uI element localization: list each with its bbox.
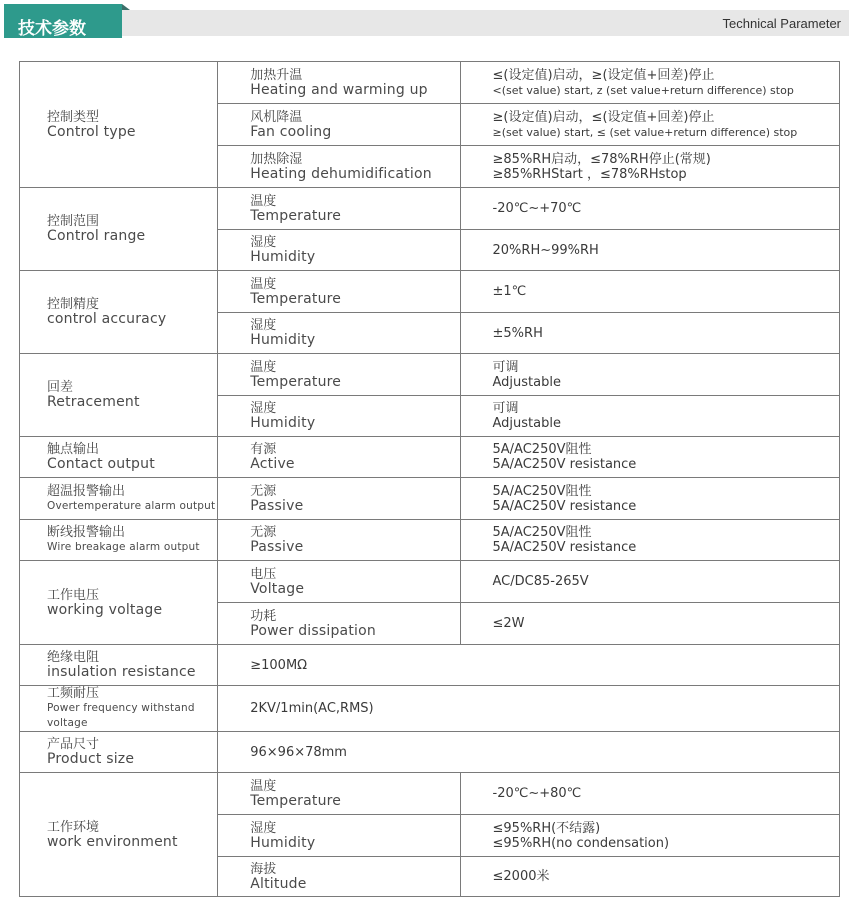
value-text: [461, 442, 839, 472]
subcategory-cn: 加热升温: [250, 67, 303, 83]
value-cell: [460, 230, 839, 271]
value-primary: ≥(设定值)启动，≤(设定值+回差)停止: [492, 109, 715, 125]
subcategory-en: Humidity: [250, 249, 316, 265]
section-subtitle: Technical Parameter: [722, 16, 841, 31]
category-en: Control range: [47, 228, 146, 244]
value-cell: [460, 354, 839, 396]
value-primary: 5A/AC250V阻性: [492, 442, 592, 457]
category-label: [20, 297, 217, 327]
subcategory-en: Temperature: [250, 290, 342, 307]
subcategory-en: Heating dehumidification: [250, 165, 432, 182]
subcategory-cn: 温度: [250, 276, 277, 292]
subcategory-cn: 海拔: [250, 861, 277, 877]
value-cell: [460, 104, 839, 146]
value-primary: 20%RH~99%RH: [492, 242, 599, 258]
category-cell: [20, 645, 218, 686]
category-cn: 控制精度: [47, 297, 100, 312]
value-primary: AC/DC85-265V: [492, 574, 589, 589]
value-cell: [460, 313, 839, 354]
subcategory-label: [218, 525, 459, 555]
value-primary: 可调: [492, 359, 519, 375]
subcategory-cell: [218, 478, 460, 520]
spec-row: [20, 354, 840, 396]
value-secondary: 5A/AC250V resistance: [492, 457, 637, 472]
category-cell: [20, 773, 218, 897]
category-label: [20, 650, 217, 680]
value-primary: 可调: [492, 401, 519, 416]
subcategory-label: [218, 235, 459, 265]
value-secondary: ≥85%RHStart ，≤78%RHstop: [492, 166, 687, 182]
value-primary: 5A/AC250V阻性: [492, 483, 592, 499]
subcategory-cn: 温度: [250, 359, 277, 375]
value-secondary: 5A/AC250V resistance: [492, 540, 637, 555]
section-header: [0, 0, 849, 40]
subcategory-en: Heating and warming up: [250, 81, 428, 98]
subcategory-label: [218, 821, 459, 851]
category-en: Wire breakage alarm output: [47, 541, 200, 553]
category-label: [20, 686, 217, 731]
subcategory-cn: 温度: [250, 778, 277, 794]
spec-row: [20, 773, 840, 815]
subcategory-cell: [218, 230, 460, 271]
category-cell: [20, 561, 218, 645]
value-primary: 5A/AC250V阻性: [492, 525, 592, 540]
subcategory-cell: [218, 313, 460, 354]
subcategory-cell: [218, 520, 460, 561]
subcategory-cn: 功耗: [250, 608, 277, 624]
value-primary: -20℃~+80℃: [492, 786, 582, 801]
value-cell: [218, 686, 840, 732]
header-fold-decoration: [122, 4, 130, 10]
category-cn: 控制类型: [47, 109, 100, 125]
spec-row: [20, 561, 840, 603]
subcategory-cell: [218, 146, 460, 188]
category-cn: 产品尺寸: [47, 737, 100, 752]
category-label: [20, 588, 217, 618]
section-title: 技术参数: [18, 19, 86, 39]
category-cell: [20, 437, 218, 478]
value-text: [461, 786, 839, 801]
subcategory-cell: [218, 437, 460, 478]
value-secondary: ≤95%RH(no condensation): [492, 835, 670, 851]
category-cell: [20, 520, 218, 561]
value-text: 96×96×78mm: [250, 744, 347, 760]
value-text: [461, 110, 839, 140]
spec-table-body: [20, 62, 840, 897]
value-primary: ≤2W: [492, 616, 525, 631]
value-cell: [460, 271, 839, 313]
spec-row: [20, 686, 840, 732]
subcategory-label: [218, 68, 459, 98]
category-label: [20, 820, 217, 850]
category-en: Retracement: [47, 394, 140, 410]
value-primary: ≤2000米: [492, 869, 550, 884]
category-cell: [20, 478, 218, 520]
value-text: [461, 484, 839, 514]
subcategory-label: [218, 360, 459, 390]
spec-row: [20, 732, 840, 773]
subcategory-cn: 加热除湿: [250, 151, 303, 167]
spec-row: [20, 188, 840, 230]
value-primary: ≤(设定值)启动，≥(设定值+回差)停止: [492, 67, 715, 83]
value-cell: [460, 857, 839, 897]
value-text: [461, 326, 839, 341]
category-cn: 工频耐压: [47, 686, 100, 701]
category-en: Product size: [47, 751, 135, 767]
category-en: Control type: [47, 123, 136, 140]
category-en: insulation resistance: [47, 664, 196, 680]
spec-table: [19, 61, 840, 897]
value-text: [461, 68, 839, 98]
value-secondary: ≥(set value) start, ≤ (set value+return difference) stop: [492, 125, 798, 139]
subcategory-cell: [218, 561, 460, 603]
category-en: control accuracy: [47, 311, 167, 327]
category-cn: 断线报警输出: [47, 525, 126, 540]
subcategory-cn: 风机降温: [250, 109, 303, 125]
subcategory-cn: 无源: [250, 525, 277, 540]
value-cell: [460, 478, 839, 520]
spec-row: [20, 437, 840, 478]
category-cn: 绝缘电阻: [47, 650, 100, 665]
category-en: working voltage: [47, 601, 163, 618]
subcategory-en: Altitude: [250, 875, 307, 892]
category-label: [20, 214, 217, 244]
subcategory-cn: 温度: [250, 193, 277, 209]
subcategory-cell: [218, 603, 460, 645]
subcategory-cell: [218, 773, 460, 815]
subcategory-label: [218, 152, 459, 182]
subcategory-cell: [218, 104, 460, 146]
subcategory-cell: [218, 354, 460, 396]
value-text: [461, 869, 839, 884]
subcategory-en: Temperature: [250, 792, 342, 809]
subcategory-en: Humidity: [250, 332, 316, 348]
value-primary: ±5%RH: [492, 325, 543, 341]
category-cell: [20, 62, 218, 188]
category-cell: [20, 271, 218, 354]
subcategory-cell: [218, 271, 460, 313]
value-text: [461, 243, 839, 258]
subcategory-label: [218, 194, 459, 224]
category-label: [20, 525, 217, 555]
value-cell: [218, 645, 840, 686]
subcategory-en: Voltage: [250, 580, 305, 597]
subcategory-cn: 无源: [250, 483, 277, 499]
subcategory-label: [218, 779, 459, 809]
header-tag: [4, 4, 122, 38]
subcategory-en: Passive: [250, 539, 304, 555]
subcategory-cell: [218, 857, 460, 897]
subcategory-en: Power dissipation: [250, 622, 376, 639]
value-secondary: Adjustable: [492, 416, 561, 431]
value-cell: [460, 815, 839, 857]
spec-row: [20, 520, 840, 561]
value-cell: [460, 62, 839, 104]
category-en: work environment: [47, 833, 178, 850]
subcategory-label: [218, 277, 459, 307]
subcategory-label: [218, 318, 459, 348]
subcategory-cell: [218, 396, 460, 437]
subcategory-en: Passive: [250, 497, 304, 514]
category-cn: 工作电压: [47, 587, 100, 603]
spec-row: [20, 62, 840, 104]
category-cn: 触点输出: [47, 442, 100, 457]
value-cell: [460, 773, 839, 815]
category-en: Power frequency withstand voltage: [47, 702, 195, 729]
subcategory-label: [218, 442, 459, 472]
subcategory-en: Fan cooling: [250, 123, 332, 140]
value-text: [461, 360, 839, 390]
value-cell: [460, 603, 839, 645]
value-cell: [460, 437, 839, 478]
spec-row: [20, 478, 840, 520]
spec-row: [20, 645, 840, 686]
value-text: ≥100MΩ: [250, 657, 308, 673]
value-secondary: 5A/AC250V resistance: [492, 498, 637, 514]
category-label: [20, 380, 217, 410]
subcategory-label: [218, 401, 459, 431]
category-label: [20, 110, 217, 140]
value-secondary: Adjustable: [492, 374, 561, 390]
subcategory-en: Humidity: [250, 415, 316, 431]
subcategory-cn: 湿度: [250, 820, 277, 836]
subcategory-label: [218, 609, 459, 639]
subcategory-en: Temperature: [250, 207, 342, 224]
subcategory-cell: [218, 188, 460, 230]
value-cell: [460, 396, 839, 437]
category-label: [20, 737, 217, 767]
category-cell: [20, 354, 218, 437]
value-primary: -20℃~+70℃: [492, 201, 582, 216]
category-en: Contact output: [47, 456, 155, 472]
category-en: Overtemperature alarm output: [47, 499, 216, 512]
category-cn: 回差: [47, 380, 74, 395]
value-primary: ≤95%RH(不结露): [492, 820, 601, 836]
value-cell: [460, 520, 839, 561]
subcategory-en: Humidity: [250, 834, 316, 851]
value-text: [461, 525, 839, 555]
value-text: [461, 821, 839, 851]
value-primary: ±1℃: [492, 284, 527, 299]
category-cell: [20, 188, 218, 271]
subcategory-cn: 有源: [250, 442, 277, 457]
value-cell: [460, 188, 839, 230]
value-text: [461, 152, 839, 182]
subcategory-cn: 湿度: [250, 235, 277, 250]
category-cell: [20, 732, 218, 773]
value-text: [461, 201, 839, 216]
subcategory-cn: 电压: [250, 566, 277, 582]
category-cn: 超温报警输出: [47, 483, 126, 499]
value-text: [461, 284, 839, 299]
value-text: [461, 401, 839, 431]
subcategory-en: Active: [250, 456, 295, 472]
category-cell: [20, 686, 218, 732]
value-cell: [218, 732, 840, 773]
subcategory-en: Temperature: [250, 373, 342, 390]
value-text: [461, 574, 839, 589]
value-secondary: <(set value) start, z (set value+return difference) stop: [492, 83, 794, 97]
subcategory-cell: [218, 815, 460, 857]
category-label: [20, 484, 217, 514]
category-label: [20, 442, 217, 472]
spec-row: [20, 271, 840, 313]
value-text: 2KV/1min(AC,RMS): [250, 701, 374, 716]
value-cell: [460, 146, 839, 188]
value-text: [461, 616, 839, 631]
value-primary: ≥85%RH启动，≤78%RH停止(常规): [492, 151, 711, 167]
subcategory-cn: 湿度: [250, 401, 277, 416]
subcategory-cell: [218, 62, 460, 104]
category-cn: 控制范围: [47, 214, 100, 229]
subcategory-label: [218, 110, 459, 140]
category-cn: 工作环境: [47, 819, 100, 835]
subcategory-label: [218, 862, 459, 892]
value-cell: [460, 561, 839, 603]
subcategory-cn: 湿度: [250, 318, 277, 333]
subcategory-label: [218, 484, 459, 514]
subcategory-label: [218, 567, 459, 597]
